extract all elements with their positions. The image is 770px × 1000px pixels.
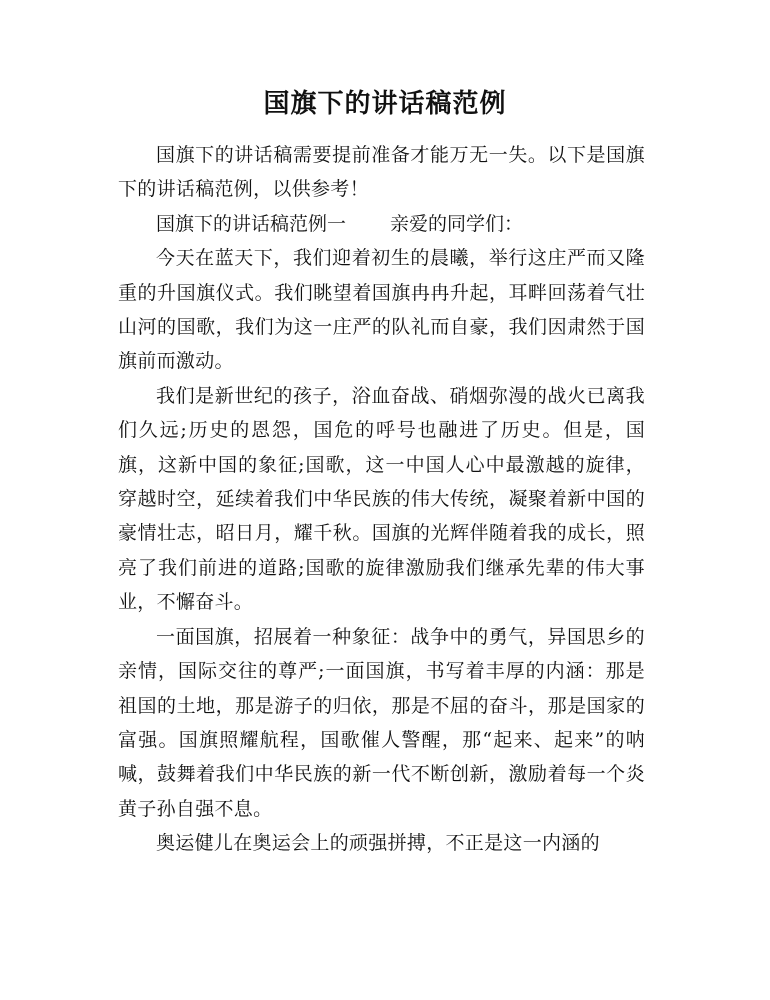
body-paragraph-4: 奥运健儿在奥运会上的顽强拼搏，不正是这一内涵的 <box>156 832 600 855</box>
example-heading: 国旗下的讲话稿范例一 <box>156 212 347 235</box>
salutation: 亲爱的同学们： <box>390 212 524 235</box>
document-title: 国旗下的讲话稿范例 <box>263 89 507 119</box>
body-paragraph-1: 今天在蓝天下，我们迎着初生的晨曦，举行这庄严而又隆重的升国旗仪式。我们眺望着国旗冉冉升起，耳畔回荡着气壮山河的国歌，我们为这一庄严的队礼而自豪，我们因肃然于国旗前而激动。 <box>118 247 645 373</box>
intro-paragraph: 国旗下的讲话稿需要提前准备才能万无一失。以下是国旗下的讲话稿范例，以供参考！ <box>118 144 645 201</box>
body-paragraph-3: 一面国旗，招展着一种象征：战争中的勇气，异国思乡的亲情，国际交往的尊严;一面国旗，书写着丰厚的内涵：那是祖国的土地，那是游子的归依，那是不屈的奋斗，那是国家的富强。国旗照耀航程，国歌催人警醒，那“起来、起来”的呐喊，鼓舞着我们中华民族的新一代不断创新，激励着每一个炎黄子孙自强不息。 <box>118 625 645 820</box>
example-heading-line <box>118 207 645 241</box>
document-body <box>118 138 645 861</box>
body-paragraph-2: 我们是新世纪的孩子，浴血奋战、硝烟弥漫的战火已离我们久远;历史的恩怨，国危的呼号也融进了历史。但是，国旗，这新中国的象征;国歌，这一中国人心中最激越的旋律，穿越时空，延续着我们中华民族的伟大传统，凝聚着新中国的豪情壮志，昭日月，耀千秋。国旗的光辉伴随着我的成长，照亮了我们前进的道路;国歌的旋律激励我们继承先辈的伟大事业，不懈奋斗。 <box>118 384 645 614</box>
